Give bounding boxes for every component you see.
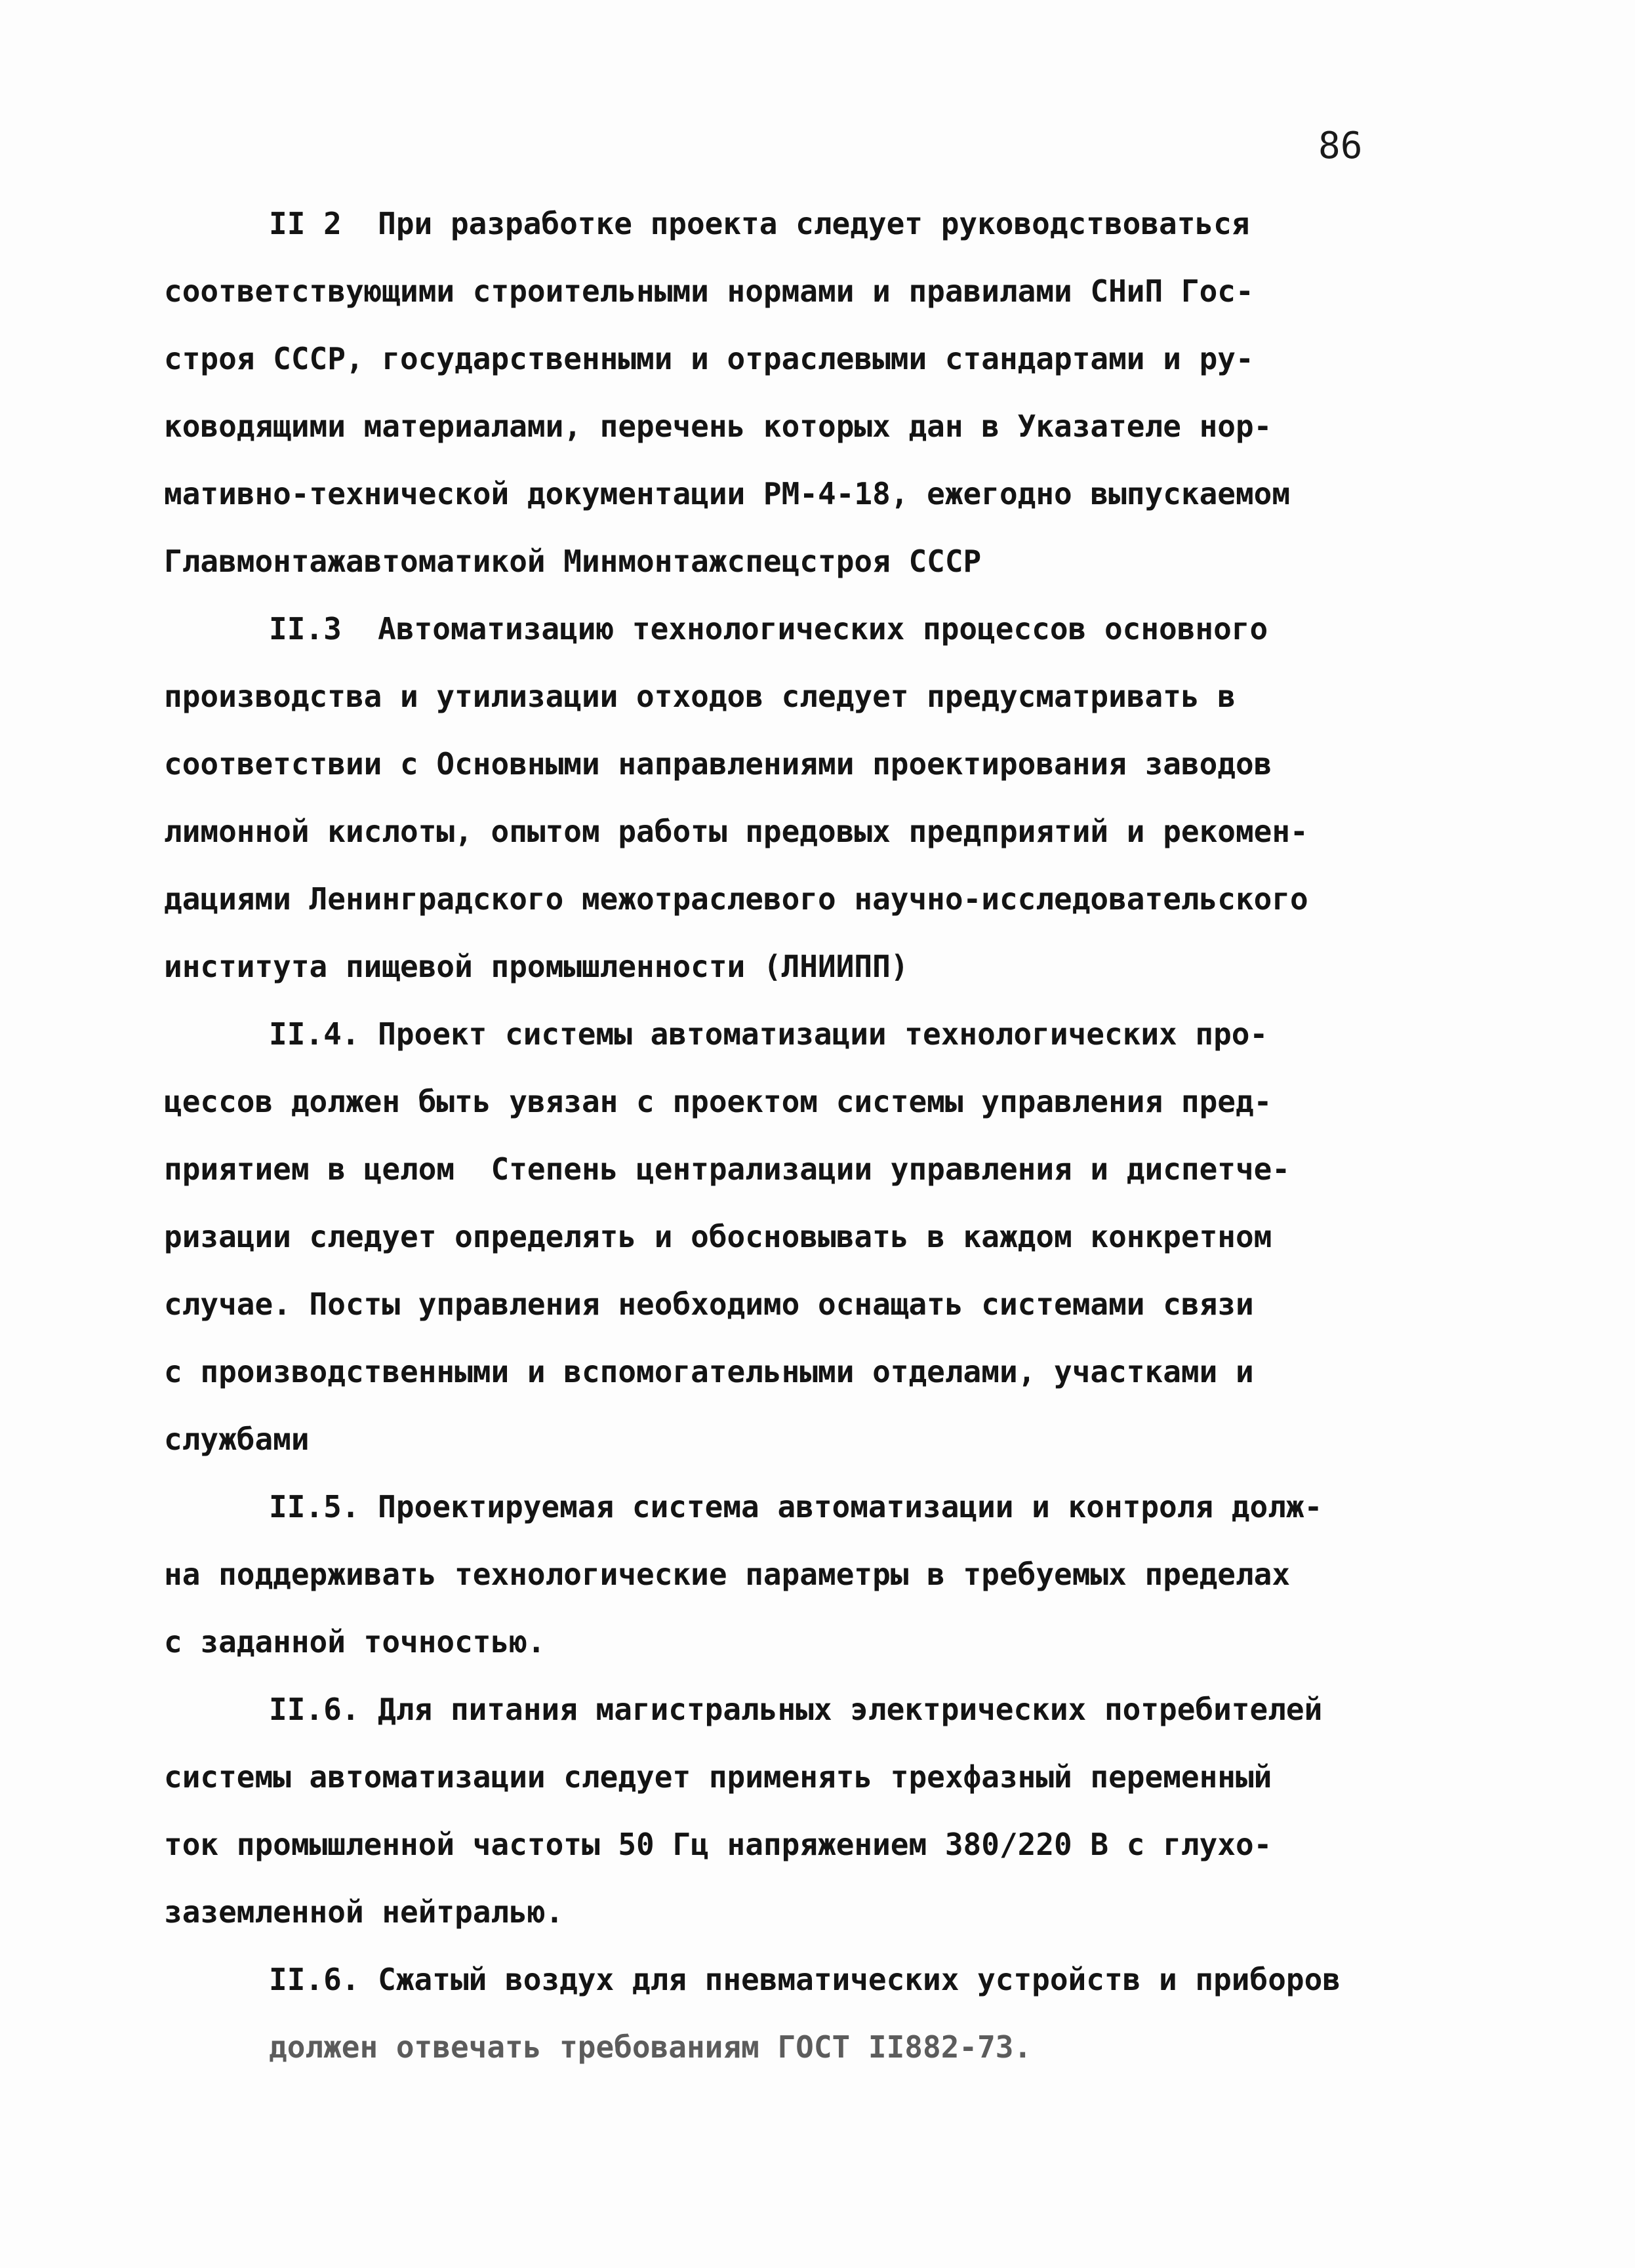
text-line: должен отвечать требованиям ГОСТ II882-73. xyxy=(269,2029,1032,2065)
text-line: II.5. Проектируемая система автоматизации и контроля долж- xyxy=(269,1489,1323,1524)
paragraph-11-6-air xyxy=(164,1946,1482,2081)
text-line: II.4. Проект системы автоматизации технологических про- xyxy=(269,1016,1268,1052)
text-line: II 2 При разработке проекта следует руководствоваться xyxy=(269,206,1250,241)
text-line: института пищевой промышленности (ЛНИИПП) xyxy=(164,949,909,984)
text-line: с производственными и вспомогательными отделами, участками и xyxy=(164,1354,1254,1389)
text-line: II.3 Автоматизацию технологических процессов основного xyxy=(269,611,1268,647)
text-line: Главмонтажавтоматикой Минмонтажспецстроя СССР xyxy=(164,544,982,579)
text-line: производства и утилизации отходов следует предусматривать в xyxy=(164,679,1236,714)
text-line: соответствующими строительными нормами и правилами СНиП Гос- xyxy=(164,273,1254,309)
paragraph-11-3 xyxy=(164,595,1482,1001)
text-line: II.6. Для питания магистральных электрических потребителей xyxy=(269,1692,1323,1727)
text-line: заземленной нейтралью. xyxy=(164,1894,564,1930)
text-line: цессов должен быть увязан с проектом системы управления пред- xyxy=(164,1084,1272,1119)
page-number: 86 xyxy=(1318,125,1363,167)
text-line: строя СССР, государственными и отраслевыми стандартами и ру- xyxy=(164,341,1254,376)
text-line: системы автоматизации следует применять трехфазный переменный xyxy=(164,1759,1272,1795)
paragraph-11-5 xyxy=(164,1473,1482,1676)
text-line: на поддерживать технологические параметры в требуемых пределах xyxy=(164,1557,1291,1592)
paragraph-11-6-power xyxy=(164,1676,1482,1946)
text-line: лимонной кислоты, опытом работы предовых предприятий и рекомен- xyxy=(164,814,1308,849)
text-line: соответствии с Основными направлениями проектирования заводов xyxy=(164,746,1272,782)
text-line: приятием в целом Степень централизации управления и диспетче- xyxy=(164,1151,1291,1187)
text-line: случае. Посты управления необходимо оснащать системами связи xyxy=(164,1286,1254,1322)
text-line: ризации следует определять и обосновывать в каждом конкретном xyxy=(164,1219,1272,1254)
text-line: с заданной точностью. xyxy=(164,1624,546,1660)
text-line: II.6. Сжатый воздух для пневматических устройств и приборов xyxy=(269,1962,1341,1997)
document-body xyxy=(164,190,1482,2081)
text-line: ток промышленной частоты 50 Гц напряжением 380/220 В с глухо- xyxy=(164,1827,1272,1862)
text-line: службами xyxy=(164,1422,310,1457)
paragraph-11-2 xyxy=(164,190,1482,595)
text-line: дациями Ленинградского межотраслевого научно-исследовательского xyxy=(164,881,1308,917)
text-line: ководящими материалами, перечень которых дан в Указателе нор- xyxy=(164,408,1272,444)
paragraph-11-4 xyxy=(164,1001,1482,1473)
text-line: мативно-технической документации РМ-4-18, ежегодно выпускаемом xyxy=(164,476,1291,511)
